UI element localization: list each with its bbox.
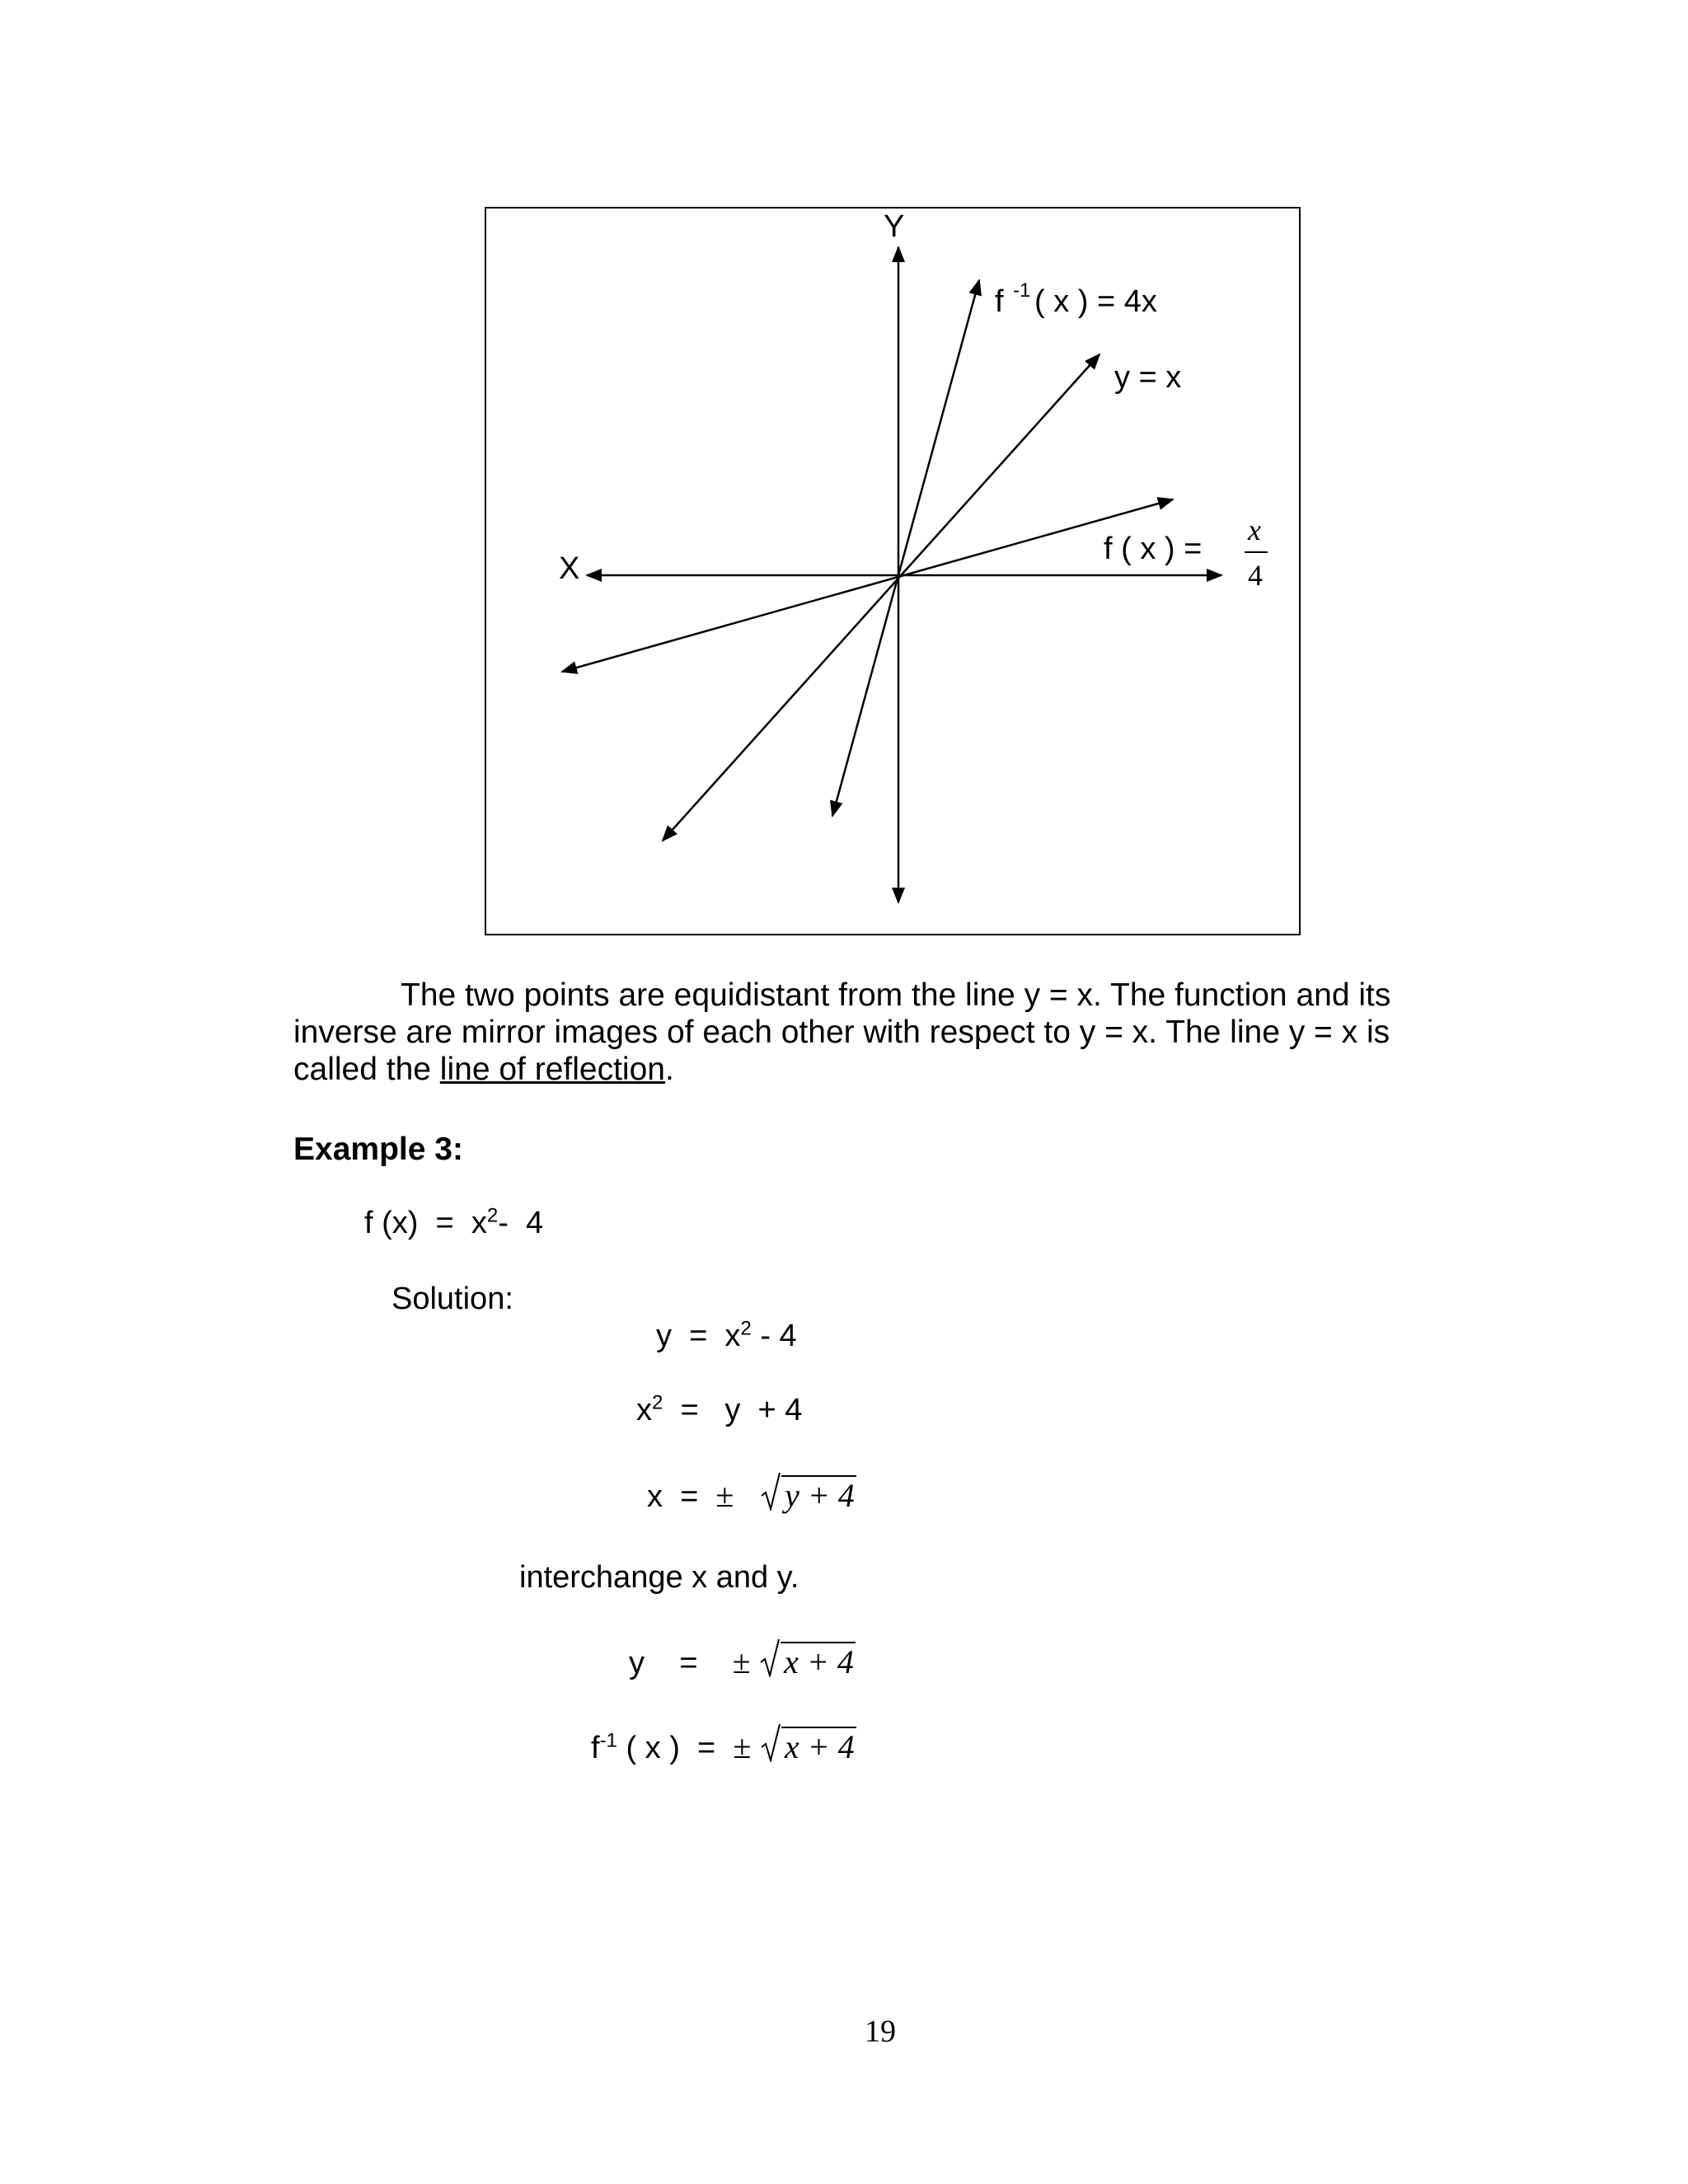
square-root: x + 4 (760, 1727, 856, 1766)
svg-text:x: x (1248, 513, 1261, 546)
example-heading: Example 3: (293, 1132, 463, 1167)
step-3: x = ± y + 4 (647, 1476, 856, 1515)
page-number: 19 (865, 2014, 896, 2049)
solution-label: Solution: (392, 1282, 513, 1316)
step-4: y = ± x + 4 (629, 1643, 856, 1681)
svg-text:-1: -1 (1013, 279, 1031, 302)
function-line (562, 499, 1173, 672)
reflection-paragraph: The two points are equidistant from the line y = x. The function and its inverse are mirror images of each other with respect to y = x. The line y = x is called the line of reflection. (293, 977, 1391, 1087)
inverse-function-line (832, 280, 979, 816)
function-label (1104, 513, 1268, 592)
x-axis-label: X (559, 551, 580, 586)
reflection-graph (0, 0, 1688, 972)
svg-text:f: f (995, 284, 1004, 319)
step-5: $f^{-1}$ ( x ) = ± x + 4 (591, 1727, 856, 1766)
square-root: x + 4 (759, 1643, 856, 1681)
given-function: f $(x) = x^2-$ 4 (364, 1204, 544, 1240)
svg-text:4: 4 (1248, 559, 1263, 592)
identity-line-label: y = x (1114, 360, 1182, 395)
svg-text:f ( x ) =: f ( x ) = (1104, 532, 1203, 566)
graph-frame (485, 208, 1300, 935)
step-1: $y = x^2 - 4$ (656, 1317, 797, 1353)
step-2: $x^2 = y + 4$ (636, 1391, 803, 1427)
inverse-function-label (995, 279, 1157, 319)
identity-line (663, 354, 1100, 841)
line-of-reflection-term: line of reflection (439, 1052, 665, 1087)
y-axis-label: Y (884, 209, 905, 244)
svg-text:( x ) = 4x: ( x ) = 4x (1034, 284, 1157, 319)
square-root: y + 4 (760, 1476, 856, 1515)
interchange-note: interchange x and y. (519, 1560, 799, 1595)
